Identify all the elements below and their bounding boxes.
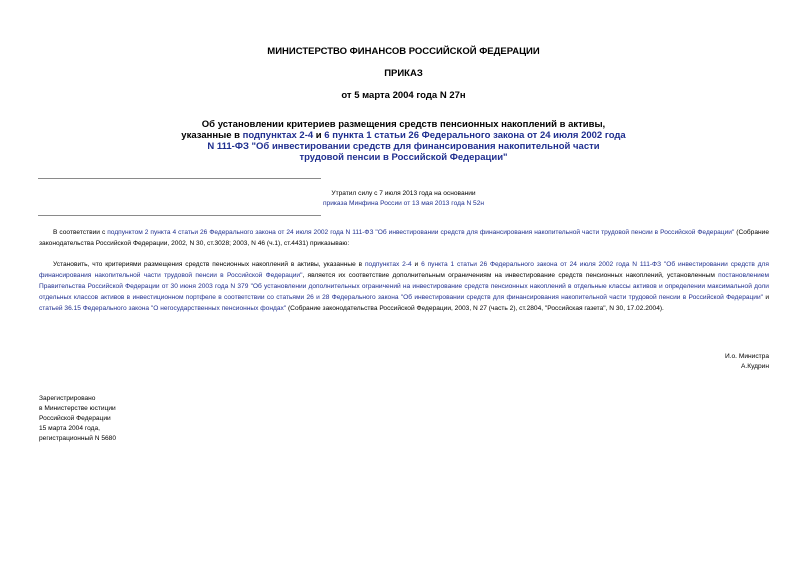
signature-name: А.Кудрин xyxy=(741,363,769,370)
signature-title: И.о. Министра xyxy=(724,353,769,360)
paragraph-text: В соответствии с xyxy=(53,229,108,236)
paragraph-text: и xyxy=(411,261,422,268)
status-note-text: Утратил силу с 7 июля 2013 года на основании xyxy=(331,190,476,197)
paragraph-text: (Собрание законодательства Российской Федерации, 2003, N 27 (часть 2), ст.2804, "Российская газета", N 30, 17.02.2004). xyxy=(286,305,664,312)
registration-line: Российской Федерации xyxy=(39,415,111,422)
registration-line: Зарегистрировано xyxy=(39,395,96,402)
paragraph-link-article[interactable]: статьей 36.15 Федерального закона "О негосударственных пенсионных фондах" xyxy=(39,305,287,312)
status-note xyxy=(0,189,807,209)
paragraph-1 xyxy=(39,227,769,249)
divider-bottom xyxy=(38,215,321,216)
title-line-1: Об установлении критериев размещения средств пенсионных накоплений в активы, xyxy=(201,119,606,130)
title-line-2 xyxy=(0,130,807,141)
paragraph-text: Установить, что критериями размещения средств пенсионных накоплений в активы, указанные в xyxy=(53,261,365,268)
paragraph-link-subpoints[interactable]: подпунктах 2-4 xyxy=(364,261,412,268)
paragraph-link-resolution[interactable]: постановлением Правительства Российской Федерации от 30 июня 2003 года N 379 "Об установлении дополнительных ограничений на инвестирование средств пенсионных накоплений в отдельные классы активов и определении максимальной доли отдельных классов активов в инвестиционном портфеле в соответствии со статьями 26 и 28 Федерального закона "Об инвестировании средств для финансирования накопительной части трудовой пенсии в Российской Федерации" xyxy=(39,272,769,301)
registration-line: 15 марта 2004 года, xyxy=(39,425,100,432)
title-line-4-link[interactable]: трудовой пенсии в Российской Федерации" xyxy=(299,152,508,163)
paragraph-2 xyxy=(39,259,769,314)
paragraph-link-law[interactable]: подпунктом 2 пункта 4 статьи 26 Федерального закона от 24 июля 2002 года N 111-ФЗ "Об инвестировании средств для финансирования накопительной части трудовой пенсии в Российской Федерации" xyxy=(107,229,735,236)
status-note-link[interactable]: приказа Минфина России от 13 мая 2013 года N 52н xyxy=(322,200,485,207)
paragraph-link-law[interactable]: 6 пункта 1 статьи 26 Федерального закона от 24 июля 2002 года N 111-ФЗ "Об инвестировании средств для финансирования накопительной части трудовой пенсии в Российской Федерации" xyxy=(39,261,769,279)
document-type-heading: ПРИКАЗ xyxy=(384,68,423,79)
registration-line: регистрационный N 5680 xyxy=(39,435,117,442)
title-link-subpoints[interactable]: подпунктах 2-4 xyxy=(242,130,314,141)
document-title xyxy=(0,119,807,163)
registration-block xyxy=(39,394,116,444)
ministry-heading: МИНИСТЕРСТВО ФИНАНСОВ РОССИЙСКОЙ ФЕДЕРАЦИИ xyxy=(267,46,540,57)
title-text: и xyxy=(313,130,325,141)
title-link-law[interactable]: 6 пункта 1 статьи 26 Федерального закона от 24 июля 2002 года xyxy=(324,130,626,141)
paragraph-text: , является их соответствие дополнительным ограничениям на инвестирование средств пенсионных накоплений, установленным xyxy=(302,272,719,279)
title-line-3-link[interactable]: N 111-ФЗ "Об инвестировании средств для финансирования накопительной части xyxy=(207,141,600,152)
signature-block xyxy=(725,352,769,372)
divider-top xyxy=(38,178,321,179)
title-text: указанные в xyxy=(181,130,243,141)
paragraph-text: и xyxy=(763,294,769,301)
document-date-number: от 5 марта 2004 года N 27н xyxy=(341,90,466,101)
registration-line: в Министерстве юстиции xyxy=(39,405,116,412)
paragraph-text: (Собрание законодательства Российской Федерации, 2002, N 30, ст.3028; 2003, N 46 (ч.1), ст.4431) приказываю: xyxy=(39,229,770,247)
